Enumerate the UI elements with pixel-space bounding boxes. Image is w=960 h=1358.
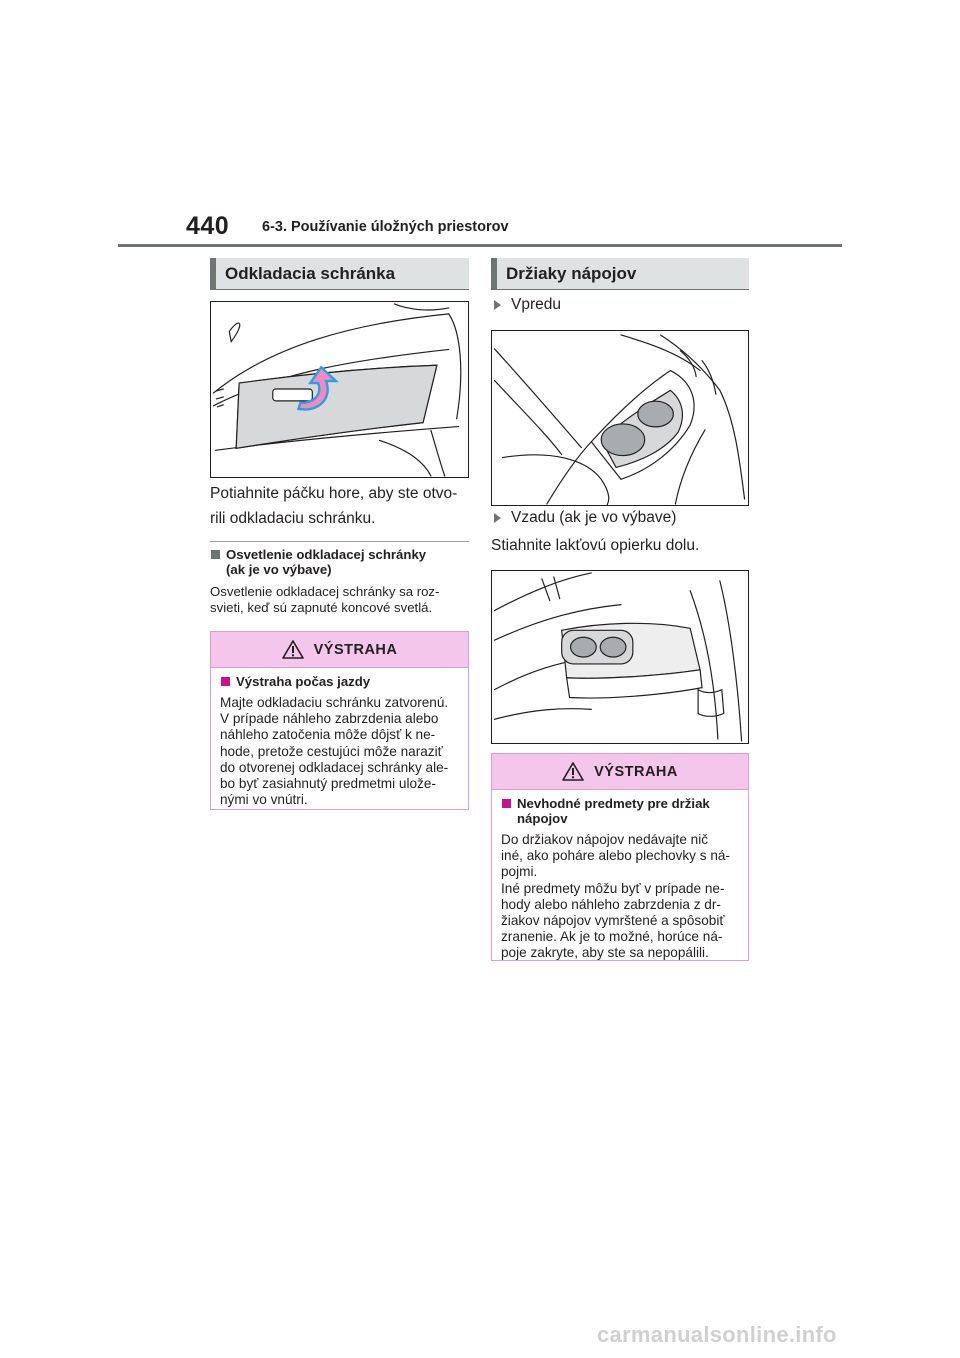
text-line: Osvetlenie odkladacej schránky sa roz- [210,584,440,599]
text-line: Iné predmety môžu byť v prípade ne- [501,880,725,896]
text-line: do otvorenej odkladacej schránky ale- [220,759,449,775]
section-title-text: Odkladacia schránka [225,263,396,283]
caption-line: rili odkladaciu schránku. [210,510,376,527]
page-number: 440 [186,212,230,240]
warning-text [220,695,460,808]
rear-label: Vzadu (ak je vo výbave) [494,509,676,527]
front-cupholder-illustration [491,330,749,506]
text-line: hody alebo náhleho zabrzdenia z dr- [501,896,721,912]
square-bullet-icon [211,550,220,559]
square-bullet-icon [502,799,511,808]
heading-line: (ak je vo výbave) [226,562,332,577]
section-title-text: Držiaky nápojov [506,263,637,283]
front-cupholder-drawing [492,331,748,505]
text-line: bo byť zasiahnutý predmetmi ulože- [220,776,436,792]
warning-body [211,668,468,808]
divider [210,541,469,542]
warning-title: VÝSTRAHA [313,641,398,658]
warning-body [492,790,748,962]
warning-triangle-icon [562,762,584,781]
warning-header [492,754,748,790]
heading-line: Nevhodné predmety pre držiak [517,796,710,811]
triangle-bullet-icon [494,513,501,523]
header-rule [118,244,842,247]
rear-cupholder-illustration [491,570,749,744]
text-line: svieti, keď sú zapnuté koncové svetlá. [210,600,433,615]
caption-line: Potiahnite páčku hore, aby ste otvo- [210,485,458,502]
text-line: Do držiakov nápojov nedávajte nič [501,832,709,847]
warning-box-cupholders [491,753,749,961]
text-line: iné, ako poháre alebo plechovky s ná- [501,848,730,864]
glovebox-drawing [211,302,468,477]
rear-cupholder-drawing [492,571,748,743]
text-line: žiakov nápojov vymrštené a spôsobiť [501,913,725,929]
warning-box-glovebox [210,631,469,810]
text-line: nými vo vnútri. [220,792,308,808]
watermark: carmanualsonline.info [597,1322,837,1347]
front-label: Vpredu [494,296,561,314]
heading-line: Osvetlenie odkladacej schránky [226,547,427,562]
square-bullet-icon [221,677,230,686]
text-line: V prípade náhleho zabrzdenia alebo [220,711,439,727]
section-title-cupholders [491,258,749,289]
text-line: zranenie. Ak je to možné, horúce ná- [501,929,723,945]
text-line: pojmi. [501,864,538,880]
text-line: Majte odkladaciu schránku zatvorenú. [220,695,449,710]
chapter-title: 6-3. Používanie úložných priestorov [262,219,509,235]
light-subsection-text [210,584,469,616]
heading-line: nápojov [517,811,568,826]
glovebox-illustration [210,301,469,478]
text-line: poje zakryte, aby ste sa nepopálili. [501,945,709,961]
section-title-glovebox [210,258,469,289]
warning-subheading: Výstraha počas jazdy [220,674,460,689]
text-line: náhleho zatočenia môže dôjsť k ne- [220,727,436,743]
text-line: hode, pretože cestujúci môže naraziť [220,743,443,759]
warning-header [211,632,468,668]
triangle-bullet-icon [494,300,501,310]
glovebox-caption [210,481,457,531]
warning-subheading [501,796,740,826]
section-underline [210,289,469,290]
light-subsection [210,547,469,616]
warning-triangle-icon [282,640,304,659]
light-subsection-heading [210,547,469,577]
section-underline [491,289,749,290]
rear-instruction: Stiahnite lakťovú opierku dolu. [491,537,700,554]
warning-text [501,832,740,962]
warning-title: VÝSTRAHA [594,763,678,780]
